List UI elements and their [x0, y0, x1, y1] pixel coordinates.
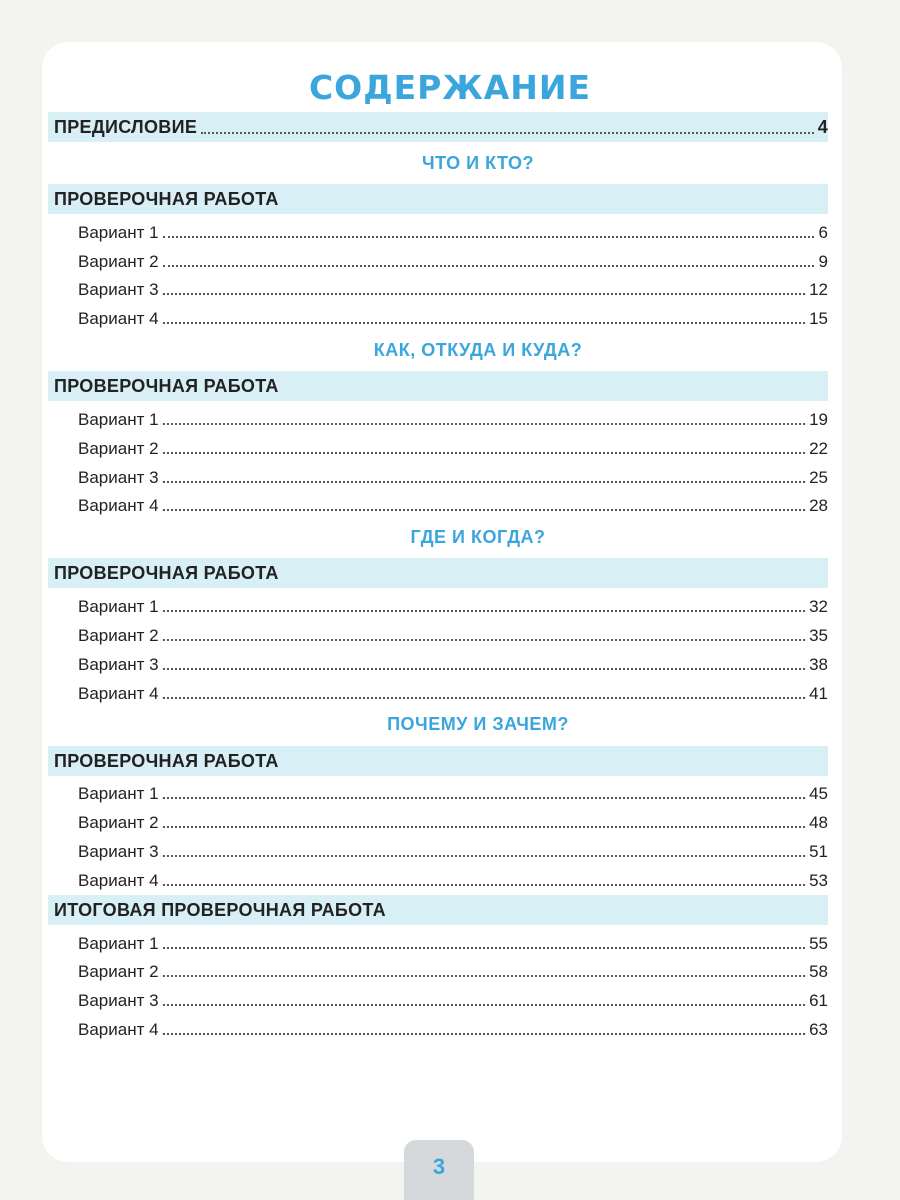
toc-entry[interactable] [48, 776, 828, 805]
section-title: КАК, ОТКУДА И КУДА? [373, 339, 583, 360]
dot-leader [163, 883, 806, 886]
toc-page-number: 61 [809, 991, 828, 1011]
table-of-contents [48, 112, 828, 1040]
toc-page-number: 55 [809, 933, 828, 953]
toc-entry[interactable] [48, 646, 828, 675]
toc-page-number: 41 [809, 683, 828, 703]
toc-page-number: 53 [809, 870, 828, 890]
work-heading-label: ПРОВЕРОЧНАЯ РАБОТА [54, 750, 279, 771]
toc-entry-label: Вариант 4 [78, 309, 159, 329]
toc-entry-label: Вариант 1 [78, 597, 159, 617]
toc-page-number: 19 [809, 409, 828, 429]
toc-entry-label: Вариант 3 [78, 280, 159, 300]
toc-entry[interactable] [48, 588, 828, 617]
toc-page-number: 6 [818, 222, 828, 242]
dot-leader [163, 264, 814, 267]
dot-leader [163, 825, 806, 828]
toc-entry-label: Вариант 2 [78, 813, 159, 833]
toc-entry[interactable] [48, 243, 828, 272]
dot-leader [163, 235, 814, 238]
toc-entry[interactable] [48, 925, 828, 954]
toc-entry[interactable] [48, 214, 828, 243]
page-title: СОДЕРЖАНИЕ [308, 68, 592, 107]
toc-entry-label: Вариант 4 [78, 683, 159, 703]
dot-leader [163, 696, 806, 699]
toc-page-number: 9 [818, 251, 828, 271]
dot-leader [163, 638, 806, 641]
dot-leader [163, 1032, 806, 1035]
dot-leader [163, 667, 806, 670]
dot-leader [163, 609, 806, 612]
toc-entry-label: Вариант 2 [78, 962, 159, 982]
toc-page-number: 4 [817, 117, 828, 137]
dot-leader [163, 422, 806, 425]
page-number: 3 [432, 1154, 446, 1179]
toc-entry[interactable] [48, 430, 828, 459]
toc-entry-label: Вариант 3 [78, 654, 159, 674]
section-title: ЧТО И КТО? [421, 152, 535, 173]
dot-leader [163, 1003, 806, 1006]
toc-entry[interactable] [48, 1011, 828, 1040]
toc-entry-label: Вариант 2 [78, 251, 159, 271]
section-work-heading [48, 558, 828, 588]
work-heading-label: ИТОГОВАЯ ПРОВЕРОЧНАЯ РАБОТА [54, 899, 386, 920]
section-title: ГДЕ И КОГДА? [410, 526, 546, 547]
toc-entry[interactable] [48, 862, 828, 891]
toc-page-number: 25 [809, 467, 828, 487]
toc-entry-label: Вариант 2 [78, 438, 159, 458]
toc-entry-label: Вариант 4 [78, 1019, 159, 1039]
toc-entry-label: Вариант 1 [78, 784, 159, 804]
toc-entry-preface[interactable] [48, 112, 828, 142]
toc-page-number: 32 [809, 597, 828, 617]
toc-entry[interactable] [48, 804, 828, 833]
toc-page-number: 63 [809, 1019, 828, 1039]
dot-leader [163, 451, 806, 454]
dot-leader [201, 131, 814, 134]
toc-entry[interactable] [48, 488, 828, 517]
dot-leader [163, 796, 806, 799]
dot-leader [163, 292, 806, 295]
page-number-tab [404, 1140, 474, 1200]
dot-leader [163, 854, 806, 857]
dot-leader [163, 480, 806, 483]
section-work-heading [48, 746, 828, 776]
toc-entry[interactable] [48, 982, 828, 1011]
dot-leader [163, 946, 806, 949]
work-heading-label: ПРОВЕРОЧНАЯ РАБОТА [54, 376, 279, 397]
toc-entry[interactable] [48, 300, 828, 329]
toc-entry-label: ПРЕДИСЛОВИЕ [54, 117, 198, 137]
toc-entry[interactable] [48, 401, 828, 430]
work-heading-label: ПРОВЕРОЧНАЯ РАБОТА [54, 189, 279, 209]
toc-page-number: 51 [809, 841, 828, 861]
toc-entry[interactable] [48, 617, 828, 646]
toc-page-number: 58 [809, 962, 828, 982]
toc-entry[interactable] [48, 833, 828, 862]
toc-page-number: 38 [809, 654, 828, 674]
toc-page-number: 12 [809, 280, 828, 300]
toc-entry[interactable] [48, 675, 828, 704]
section-work-heading [48, 184, 828, 214]
final-work-heading [48, 895, 828, 925]
toc-page-number: 48 [809, 813, 828, 833]
toc-page-number: 35 [809, 625, 828, 645]
toc-page-number: 45 [809, 784, 828, 804]
toc-page-number: 15 [809, 309, 828, 329]
dot-leader [163, 508, 806, 511]
toc-entry-label: Вариант 1 [78, 222, 159, 242]
toc-entry[interactable] [48, 272, 828, 301]
section-work-heading [48, 371, 828, 401]
toc-entry-label: Вариант 2 [78, 625, 159, 645]
toc-page-number: 28 [809, 496, 828, 516]
toc-entry-label: Вариант 3 [78, 991, 159, 1011]
toc-entry-label: Вариант 1 [78, 933, 159, 953]
toc-entry-label: Вариант 3 [78, 467, 159, 487]
toc-entry[interactable] [48, 459, 828, 488]
toc-entry-label: Вариант 4 [78, 870, 159, 890]
toc-entry-label: Вариант 3 [78, 841, 159, 861]
toc-page-number: 22 [809, 438, 828, 458]
section-title: ПОЧЕМУ И ЗАЧЕМ? [387, 714, 569, 735]
dot-leader [163, 974, 806, 977]
toc-entry[interactable] [48, 954, 828, 983]
toc-entry-label: Вариант 1 [78, 409, 159, 429]
toc-entry-label: Вариант 4 [78, 496, 159, 516]
work-heading-label: ПРОВЕРОЧНАЯ РАБОТА [54, 563, 279, 584]
dot-leader [163, 321, 806, 324]
